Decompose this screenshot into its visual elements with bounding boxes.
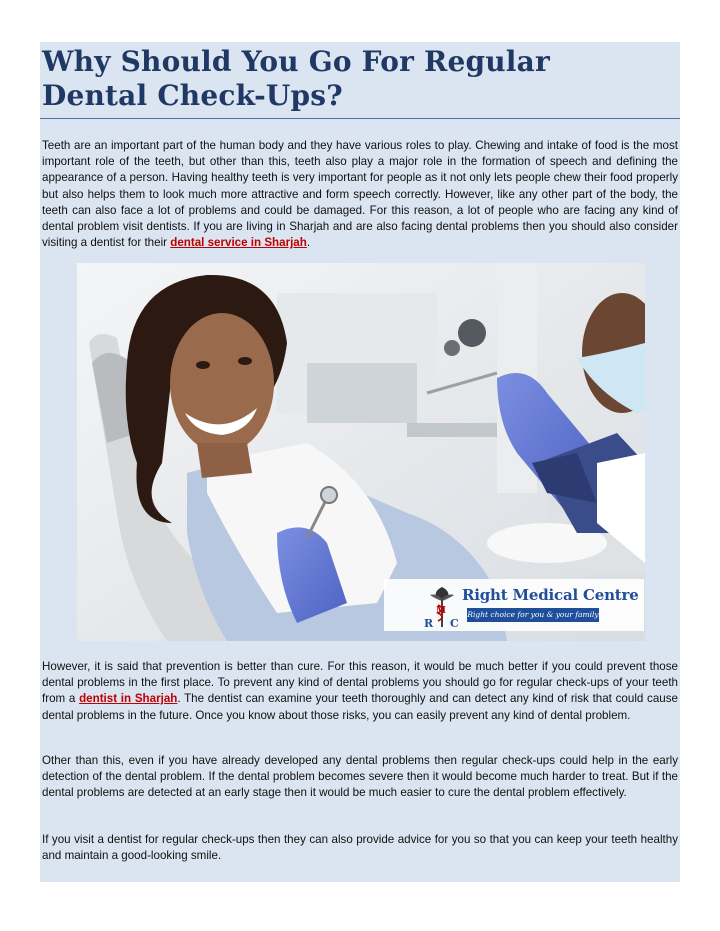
intro-text: Teeth are an important part of the human body and they have various roles to play. Chewing and intake of food is the most important role of the teeth, but other than this, teeth also play a major role in the formation of speech and defining the appearance of a person. Having healthy teeth is very important for people as it not only lets people chew their food properly but also helps them to look much more attractive and form speech correctly. However, like any other part of the body, the teeth can also face a lot of problems and could be damaged. For this reason, a lot of people who are facing any kind of dental problem visit dentists. If you are living in Sharjah and are also facing dental problems then you should also consider visiting a dentist for their (42, 139, 678, 250)
logo-letter-m: M (436, 606, 446, 616)
logo-tagline: Right choice for you & your family (467, 608, 599, 622)
dental-service-link[interactable]: dental service in Sharjah (170, 236, 307, 250)
advice-paragraph: If you visit a dentist for regular check-ups then they can also provide advice for you so that you can keep your teeth healthy and maintain a good-looking smile. (42, 833, 678, 863)
intro-end: . (306, 236, 311, 250)
intro-paragraph (42, 138, 678, 251)
prevention-text-start: However, it is said that prevention is better than cure. For this reason, it would be much better if you could prevent those dental problems in the first place. To prevent any kind of dental problems you should go for regular check-ups of your teeth from a (42, 660, 678, 706)
logo-letter-c: C (450, 617, 459, 629)
logo-letter-r: R (424, 617, 434, 629)
dentist-link[interactable]: dentist in Sharjah (79, 692, 178, 706)
title-banner (40, 42, 680, 119)
right-medical-centre-logo (384, 579, 644, 631)
early-detection-paragraph: Other than this, even if you have already developed any dental problems then regular check-ups could help in the early detection of the dental problem. If the dental problem becomes severe then it would become much harder to treat. But if the dental problems are detected at an early stage then it would be much easier to cure the dental problem effectively. (42, 754, 678, 800)
page-title: Why Should You Go For Regular Dental Check-Ups? (42, 45, 550, 112)
prevention-text-end: . The dentist can examine your teeth thoroughly and can detect any kind of risk that could cause dental problems in the future. Once you know about those risks, you can easily prevent any kind of dental problem. (42, 692, 678, 722)
logo-name: Right Medical Centre (462, 586, 639, 604)
prevention-paragraph (42, 659, 678, 724)
rmc-emblem-icon (422, 583, 462, 629)
